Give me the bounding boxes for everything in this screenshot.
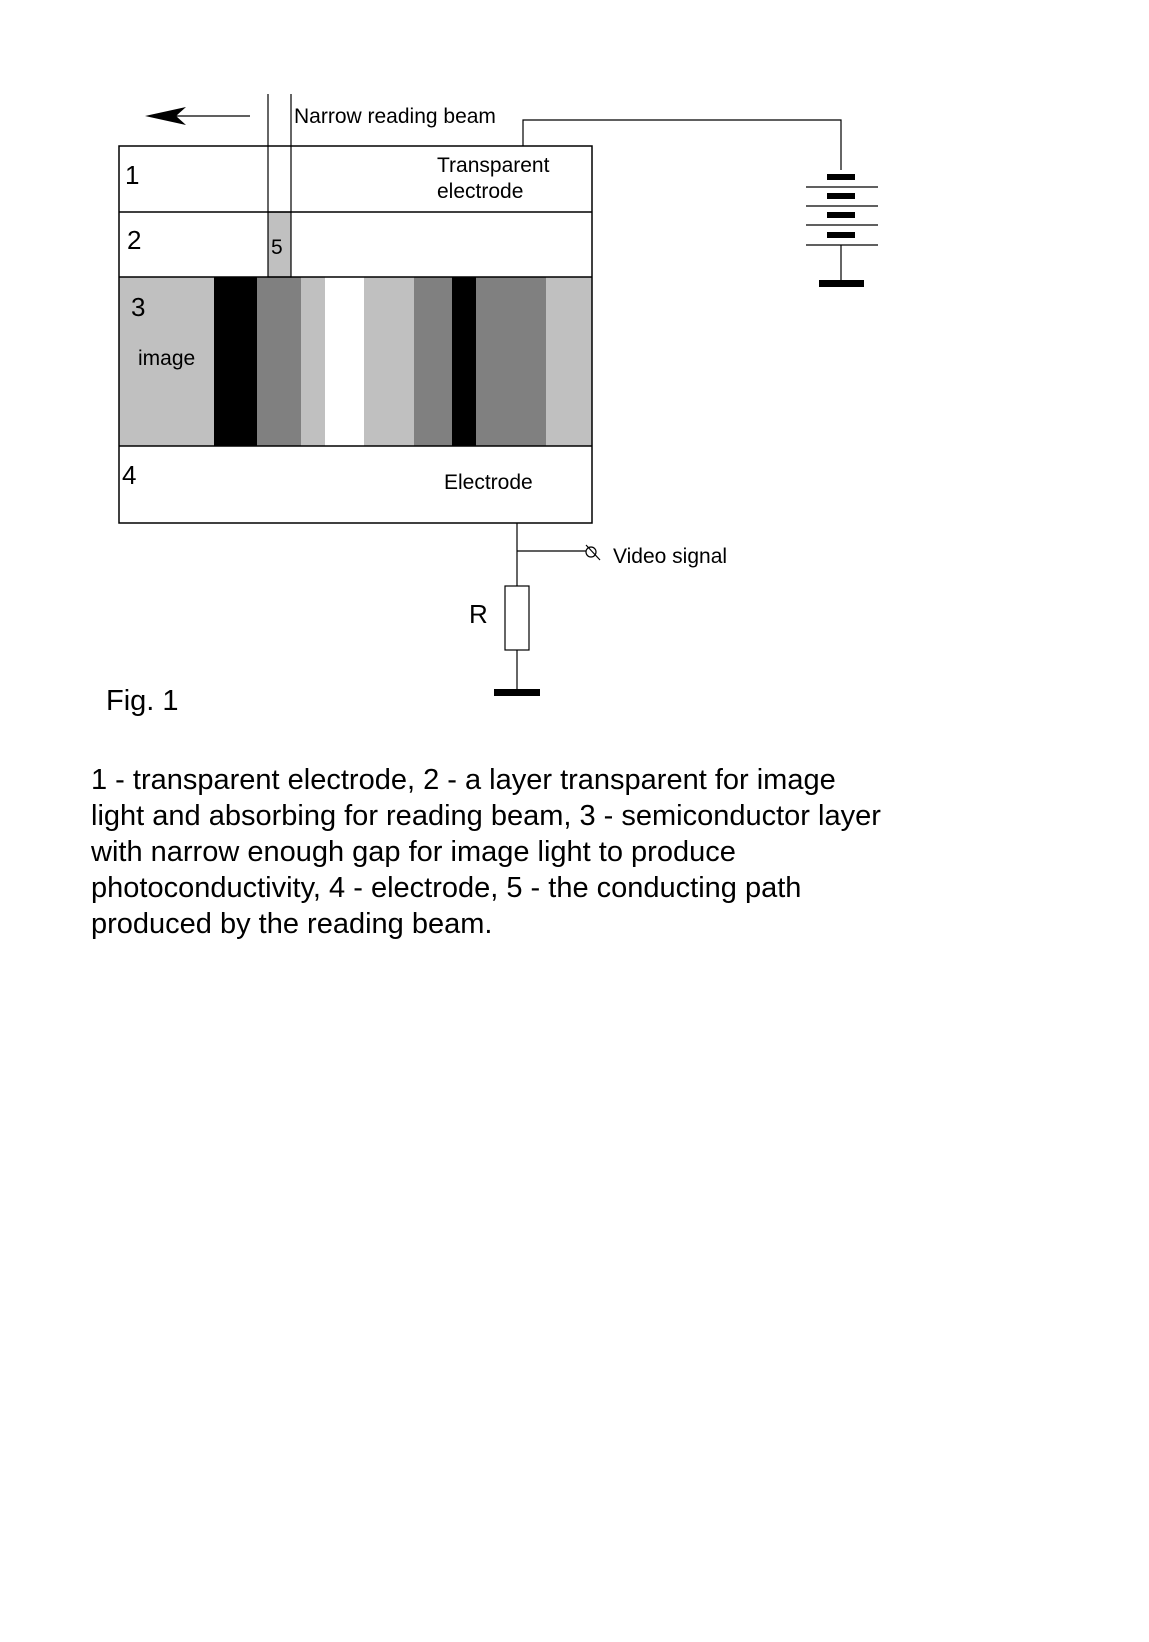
battery-wire	[523, 120, 841, 170]
image-stripe	[257, 277, 301, 446]
ground-icon	[819, 280, 864, 287]
electrode-label: Electrode	[444, 471, 533, 494]
image-stripe	[214, 277, 257, 446]
caption-line: light and absorbing for reading beam, 3 - semiconductor layer	[91, 800, 881, 832]
caption-line: 1 - transparent electrode, 2 - a layer transparent for image	[91, 764, 836, 796]
image-stripe	[325, 277, 364, 446]
layer-3-number: 3	[131, 292, 146, 322]
transparent-electrode-label: electrode	[437, 180, 524, 203]
beam-label: Narrow reading beam	[294, 105, 496, 128]
signal-terminal-icon	[586, 545, 600, 560]
image-stripe	[301, 277, 325, 446]
transparent-electrode-label: Transparent	[437, 154, 550, 177]
layer-2-number: 2	[127, 225, 142, 255]
scan-arrow	[145, 107, 250, 125]
reading-beam	[268, 94, 291, 212]
ground-icon	[494, 689, 540, 696]
caption-line: produced by the reading beam.	[91, 908, 493, 940]
image-stripe	[546, 277, 592, 446]
battery-cell	[827, 232, 855, 238]
image-stripe	[414, 277, 452, 446]
battery-cell	[827, 193, 855, 199]
image-label: image	[138, 347, 196, 370]
battery-cell	[827, 212, 855, 218]
resistor-icon	[505, 586, 529, 650]
layer-1-number: 1	[125, 160, 140, 190]
layer-4-number: 4	[122, 460, 137, 490]
figure-caption	[91, 762, 991, 942]
image-stripe	[364, 277, 414, 446]
path-5-number: 5	[271, 236, 283, 259]
caption-line: photoconductivity, 4 - electrode, 5 - the conducting path	[91, 872, 802, 904]
battery-icon	[806, 174, 878, 287]
terminal-circle	[586, 547, 596, 557]
image-stripe	[476, 277, 546, 446]
image-stripe	[452, 277, 476, 446]
caption-line: with narrow enough gap for image light to produce	[91, 836, 736, 868]
battery-cell	[827, 174, 855, 180]
resistor-label: R	[469, 599, 488, 629]
video-signal-label: Video signal	[613, 545, 728, 568]
device-diagram	[0, 0, 1149, 740]
figure-label: Fig. 1	[106, 685, 179, 717]
output-circuit	[505, 523, 586, 690]
